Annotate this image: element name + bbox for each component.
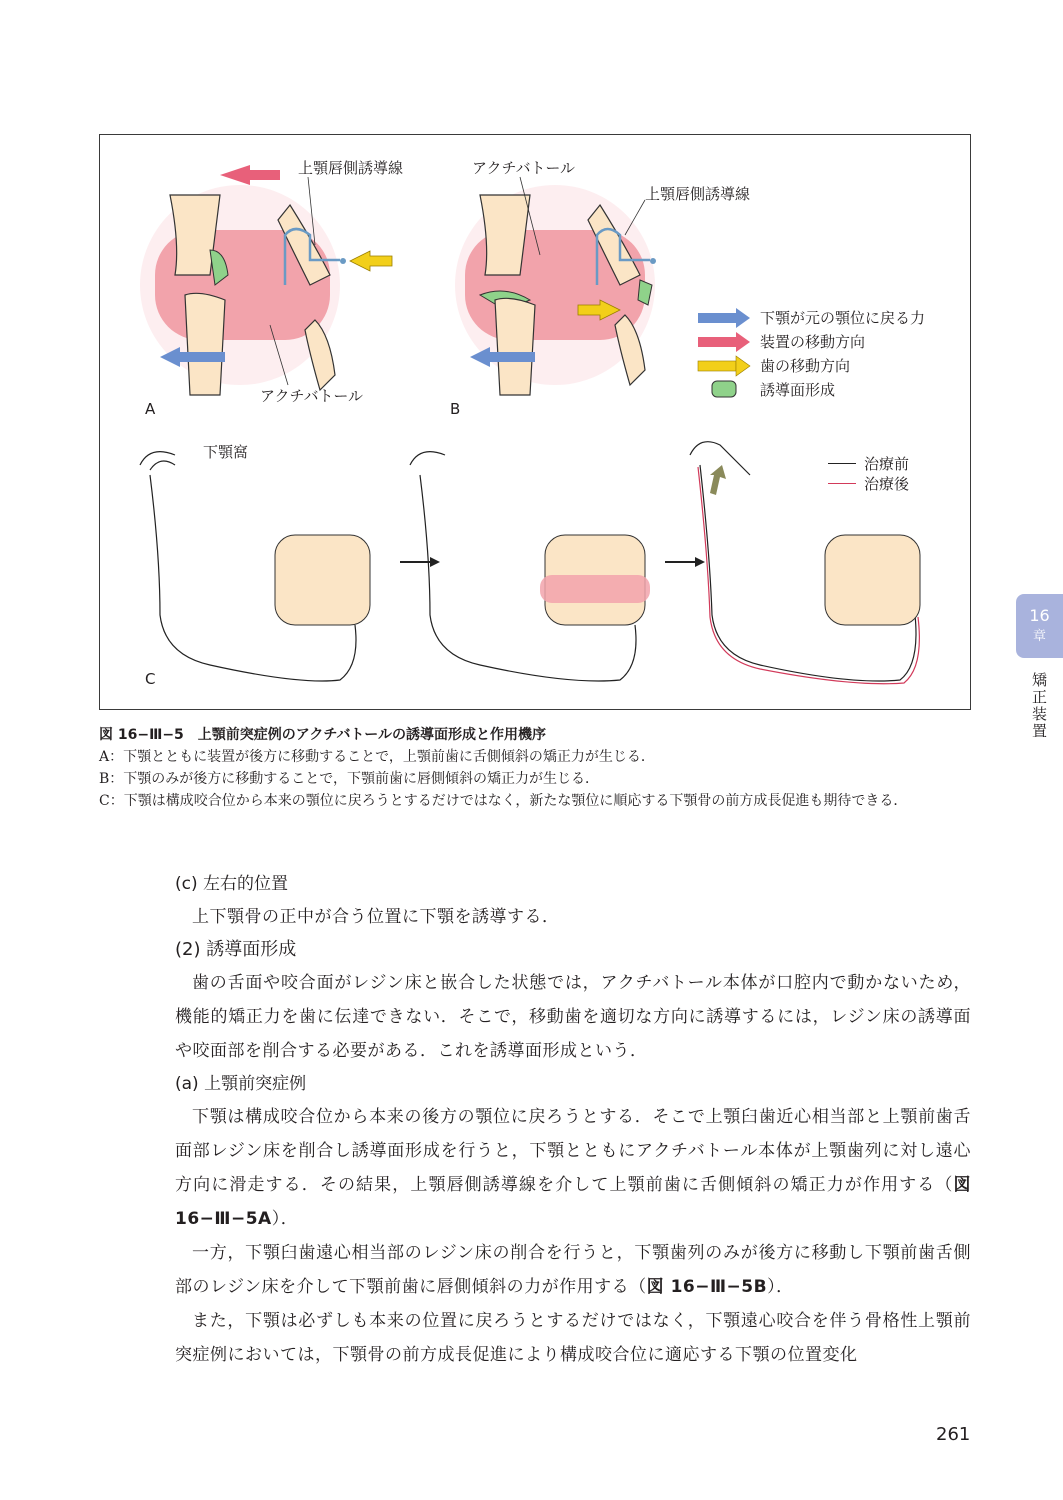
- panel-c-fossa-label: 下顎窩: [203, 443, 249, 461]
- legend-item: 誘導面形成: [760, 380, 836, 399]
- panel-a-letter: A: [145, 400, 156, 418]
- body-text: [175, 868, 971, 1372]
- caption-title: 図 16−Ⅲ−5 上顎前突症例のアクチバトールの誘導面形成と作用機序: [99, 727, 546, 743]
- figure-16-3-5: [99, 134, 971, 710]
- legend-item: 下顎が元の顎位に戻る力: [760, 308, 926, 327]
- panel-b-drawing: [455, 177, 656, 395]
- panel-a-drawing: [140, 165, 392, 395]
- chapter-tab: [1016, 594, 1063, 658]
- lower-molar-a: [185, 293, 225, 395]
- panel-c-teeth: [275, 465, 920, 625]
- arrow-tooth-a: [350, 251, 392, 271]
- panel-c-drawing: [140, 442, 919, 684]
- figure-ref-5a[interactable]: 図 16−Ⅲ−5A: [175, 1175, 971, 1229]
- figure-legend-c: [828, 453, 909, 493]
- paragraph-guide-surface: 歯の舌面や咬合面がレジン床と嵌合した状態では，アクチバトール本体が口腔内で動かないため，機能的矯正力を歯に伝達できない．そこで，移動歯を適切な方向に誘導するには，レジン床の誘導面や咬面部を削合する必要がある．これを誘導面形成という．: [175, 973, 971, 1061]
- figure-illustration: [100, 135, 972, 711]
- lower-molar-b: [495, 298, 535, 395]
- caption-line-a: A：下顎とともに装置が後方に移動することで，上顎前歯に舌側傾斜の矯正力が生じる．: [99, 749, 655, 765]
- panel-a-wire-label: 上顎唇側誘導線: [298, 159, 404, 177]
- caption-line-c: C：下顎は構成咬合位から本来の顎位に戻ろうとするだけではなく，新たな顎位に順応する下顎骨の前方成長促進も期待できる．: [99, 793, 908, 809]
- chapter-suffix: 章: [1032, 629, 1046, 644]
- chapter-title: 矯正装置: [1030, 672, 1048, 740]
- heading-c-lateral-position: (c) 左右的位置: [175, 874, 289, 894]
- panel-a-activator-label: アクチバトール: [260, 387, 364, 405]
- chapter-number: 16: [1029, 606, 1050, 625]
- heading-a-maxillary-protrusion: (a) 上顎前突症例: [175, 1074, 307, 1094]
- paragraph-a3: また，下顎は必ずしも本来の位置に戻ろうとするだけではなく，下顎遠心咬合を伴う骨格性上顎前突症例においては，下顎骨の前方成長促進により構成咬合位に適応する下顎の位置変化: [175, 1311, 971, 1365]
- panel-c-letter: C: [145, 670, 156, 688]
- arrow-appliance-a: [220, 165, 280, 185]
- panel-b-letter: B: [450, 400, 461, 418]
- figure-ref-5b[interactable]: 図 16−Ⅲ−5B: [646, 1277, 768, 1297]
- figure-caption: [99, 724, 979, 812]
- panel-b-wire-label: 上顎唇側誘導線: [645, 185, 751, 203]
- paragraph-c: 上下顎骨の正中が合う位置に下顎を誘導する．: [192, 907, 560, 927]
- legend-item: 歯の移動方向: [760, 356, 851, 375]
- figure-legend: [696, 305, 925, 401]
- page-number: 261: [936, 1424, 971, 1445]
- panel-b-activator-label: アクチバトール: [472, 159, 576, 177]
- paragraph-a2: 一方，下顎臼歯遠心相当部のレジン床の削合を行うと，下顎歯列のみが後方に移動し下顎前歯舌側部のレジン床を介して下顎前歯に唇側傾斜の力が作用する（図 16−Ⅲ−5B）．: [175, 1243, 971, 1297]
- legend-item: 装置の移動方向: [760, 332, 866, 351]
- legend-item-before: 治療前: [828, 453, 909, 473]
- legend-item-after: 治療後: [828, 473, 909, 493]
- caption-line-b: B：下顎のみが後方に移動することで，下顎前歯に唇側傾斜の矯正力が生じる．: [99, 771, 600, 787]
- paragraph-a1: 下顎は構成咬合位から本来の後方の顎位に戻ろうとする．そこで上顎臼歯近心相当部と上顎前歯舌面部レジン床を削合し誘導面形成を行うと，下顎とともにアクチバトール本体が上顎歯列に対し遠心方向に滑走する．その結果，上顎唇側誘導線を介して上顎前歯に舌側傾斜の矯正力が作用する（図 16−Ⅲ−5A）．: [175, 1107, 971, 1229]
- heading-guide-surface: (2) 誘導面形成: [175, 939, 297, 960]
